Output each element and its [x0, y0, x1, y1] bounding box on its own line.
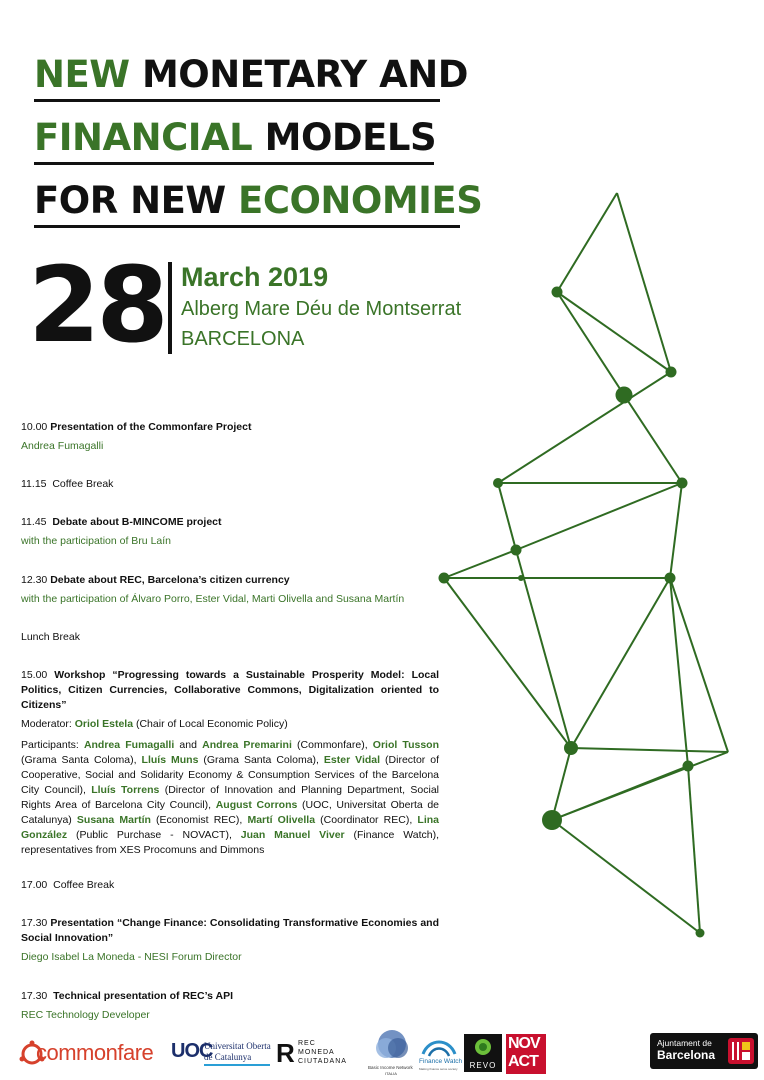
participant-name: Susana Martín — [76, 814, 151, 826]
session-3 — [21, 515, 439, 549]
title-line-3 — [34, 181, 482, 221]
session-time: 17.30 — [21, 917, 48, 929]
participant-role: (Public Purchase - NOVACT), — [67, 829, 241, 841]
network-edge — [688, 766, 700, 933]
revo-wordmark: REVO — [469, 1061, 497, 1070]
revo-logo — [464, 1034, 502, 1072]
network-edge — [444, 578, 571, 748]
session-title: Coffee Break — [52, 478, 114, 490]
network-node — [552, 287, 563, 298]
participant-role: (Economist REC), — [150, 814, 248, 826]
uoc-underline — [204, 1064, 270, 1066]
session-title: Presentation “Change Finance: Consolidating Transformative Economies and Social Innovation” — [21, 917, 439, 944]
finance-watch-icon — [419, 1034, 459, 1060]
participant-role: (Commonfare), — [291, 739, 373, 751]
network-edge — [670, 483, 682, 578]
bien-line1: Basic Income Network — [368, 1065, 413, 1070]
network-edge — [557, 292, 624, 395]
uoc-line1: Universitat Oberta — [204, 1041, 271, 1051]
novact-line2: ACT — [508, 1053, 538, 1070]
finance-watch-logo — [419, 1034, 461, 1074]
bien-icon — [368, 1028, 416, 1064]
network-edge — [516, 550, 571, 748]
ajuntament-line1: Ajuntament de — [657, 1038, 712, 1048]
session-title: Workshop “Progressing towards a Sustainable Prosperity Model: Local Politics, Citizen Currencies, Collaborative Commons, Digitalization oriented to Citizens” — [21, 669, 439, 711]
title-underline-3 — [34, 225, 460, 228]
network-edge — [571, 578, 670, 748]
session-speaker: with the participation of Bru Laín — [21, 535, 172, 547]
title-word-black: MONETARY AND — [129, 53, 468, 96]
network-node — [439, 573, 450, 584]
session-5 — [21, 630, 439, 645]
bien-logo — [368, 1028, 416, 1076]
participant-role: (Coordinator REC), — [315, 814, 418, 826]
participant-role: (Grama Santa Coloma), — [21, 754, 142, 766]
session-4 — [21, 573, 439, 607]
network-node — [677, 478, 688, 489]
network-edge — [571, 748, 728, 752]
session-title: Presentation of the Commonfare Project — [50, 421, 252, 433]
network-edge — [557, 292, 671, 372]
participant-role: (Grama Santa Coloma), — [198, 754, 324, 766]
session-time: 17.00 — [21, 879, 48, 891]
moderator-role: (Chair of Local Economic Policy) — [133, 718, 288, 730]
participant-name: Martí Olivella — [247, 814, 316, 826]
participant-name: Juan Manuel Viver — [240, 829, 345, 841]
network-node — [683, 761, 694, 772]
network-edge — [444, 550, 516, 578]
commonfare-wordmark: commonfare — [36, 1040, 154, 1065]
uoc-logo — [171, 1040, 271, 1068]
finance-watch-tagline: Making finance serve society — [419, 1067, 458, 1071]
network-edge — [552, 748, 571, 820]
session-2 — [21, 477, 439, 492]
rec-r-glyph: R — [276, 1038, 295, 1068]
moderator-line — [21, 717, 439, 732]
session-time: 11.45 — [21, 516, 47, 528]
session-speaker: REC Technology Developer — [21, 1009, 150, 1021]
commonfare-logo — [18, 1038, 166, 1070]
session-title: Debate about B-MINCOME project — [52, 516, 222, 528]
session-time: 15.00 — [21, 669, 48, 681]
participant-role: (Director of Innovation and Planning Department, Social Rights Area of Barcelona City Council), — [21, 784, 439, 811]
ajuntament-line2: Barcelona — [657, 1048, 716, 1062]
title-line-2 — [34, 118, 436, 158]
session-title: Coffee Break — [53, 879, 115, 891]
ajuntament-logo — [650, 1033, 758, 1069]
network-node — [493, 478, 503, 488]
rec-line2: MONEDA — [298, 1049, 335, 1056]
session-time: 10.00 — [21, 421, 48, 433]
title-underline-2 — [34, 162, 434, 165]
novact-line1: NOV — [508, 1035, 540, 1052]
rec-line3: CIUTADANA — [298, 1058, 347, 1065]
participant-name: August Corrons — [215, 799, 298, 811]
participant-role: (Director of Cooperative, Social and Solidarity Economy & Consumption Services of the Barcelona City Council), — [21, 754, 440, 796]
novact-logo — [506, 1034, 546, 1074]
participant-name: Andrea Premarini — [202, 739, 292, 751]
event-city: BARCELONA — [181, 328, 305, 350]
participant-name: Lina González — [21, 814, 440, 841]
session-7 — [21, 878, 439, 893]
participant-role: (UOC, Universitat Oberta de Catalunya) — [21, 799, 440, 826]
network-node — [666, 367, 677, 378]
session-6 — [21, 668, 439, 858]
network-node — [564, 741, 578, 755]
session-speaker: with the participation of Álvaro Porro, Ester Vidal, Marti Olivella and Susana Martín — [21, 593, 405, 605]
network-node — [665, 573, 676, 584]
title-word-black: FOR NEW — [34, 179, 239, 222]
session-time: 12.30 — [21, 574, 48, 586]
title-underline-1 — [34, 99, 440, 102]
session-1 — [21, 420, 439, 454]
title-word-green: NEW — [34, 53, 130, 96]
participant-name: Lluís Torrens — [91, 784, 160, 796]
network-edge — [498, 483, 516, 550]
network-edge — [552, 820, 700, 933]
participant-name: Andrea Fumagalli — [83, 739, 175, 751]
session-title: Debate about REC, Barcelona’s citizen currency — [50, 574, 290, 586]
participant-name: Lluís Muns — [141, 754, 199, 766]
finance-watch-wordmark: Finance Watch — [419, 1058, 463, 1065]
title-word-green: FINANCIAL — [34, 116, 253, 159]
network-edge — [552, 766, 688, 820]
uoc-line2: de Catalunya — [204, 1052, 252, 1062]
event-day: 28 — [28, 244, 165, 366]
network-node — [518, 575, 524, 581]
session-8 — [21, 916, 439, 965]
network-edge — [516, 483, 682, 550]
network-edge — [617, 193, 671, 372]
session-title: Technical presentation of REC’s API — [53, 990, 234, 1002]
session-title: Lunch Break — [21, 631, 80, 643]
participant-sep: and — [174, 739, 203, 751]
rec-logo — [276, 1038, 366, 1068]
participant-name: Oriol Tusson — [372, 739, 439, 751]
moderator-label: Moderator: — [21, 718, 75, 730]
participants-label: Participants: — [21, 739, 84, 751]
network-node — [616, 387, 633, 404]
session-time: 11.15 — [21, 478, 47, 490]
network-node — [511, 545, 522, 556]
date-divider — [168, 262, 172, 354]
network-node — [696, 929, 705, 938]
session-speaker: Diego Isabel La Moneda - NESI Forum Director — [21, 951, 242, 963]
session-speaker: Andrea Fumagalli — [21, 440, 104, 452]
title-line-1 — [34, 55, 468, 95]
session-9 — [21, 989, 439, 1023]
event-month-year: March 2019 — [181, 262, 329, 292]
session-time: 17.30 — [21, 990, 48, 1002]
revo-icon — [464, 1034, 502, 1060]
network-node — [542, 810, 562, 830]
participants-paragraph — [21, 738, 439, 858]
participant-name: Ester Vidal — [323, 754, 381, 766]
network-edge — [557, 193, 617, 292]
network-edge — [624, 395, 682, 483]
participant-role: (Finance Watch), representatives from XES Procomuns and Dimmons — [21, 829, 439, 856]
event-venue: Alberg Mare Déu de Montserrat — [181, 298, 462, 320]
title-word-black: MODELS — [252, 116, 437, 159]
title-word-green: ECONOMIES — [238, 179, 483, 222]
uoc-short: UOC — [171, 1040, 213, 1062]
bien-line2: ITALIA — [385, 1071, 397, 1076]
rec-line1: REC — [298, 1040, 316, 1047]
barcelona-shield-icon — [726, 1036, 756, 1066]
moderator-name: Oriol Estela — [74, 718, 134, 730]
